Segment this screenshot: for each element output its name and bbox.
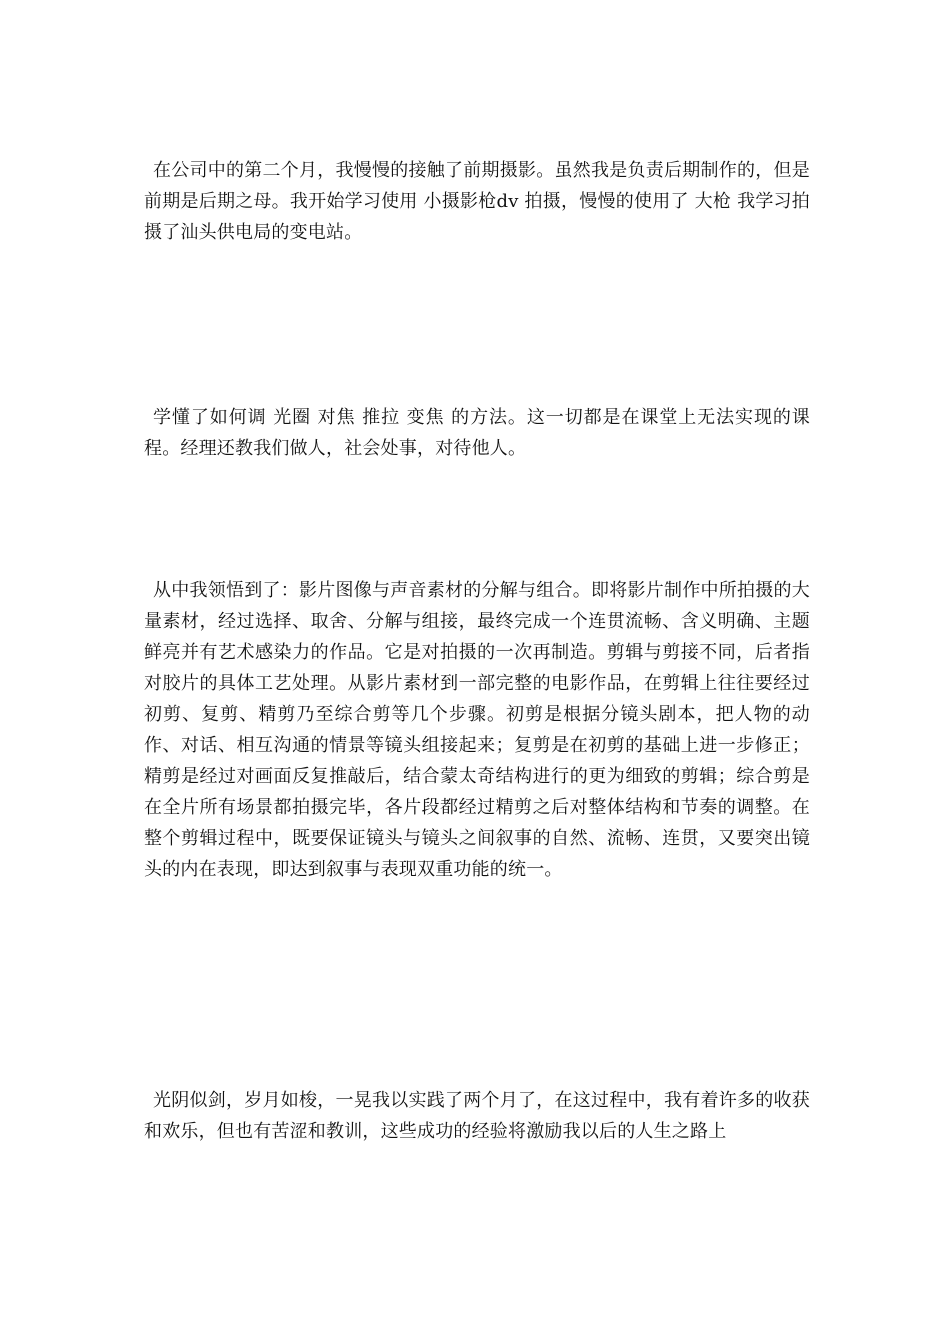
- paragraph-camera-skills: 学懂了如何调 光圈 对焦 推拉 变焦 的方法。这一切都是在课堂上无法实现的课程。经理还教我们做人，社会处事，对待他人。: [144, 407, 810, 459]
- paragraph-editing-insights: 从中我领悟到了：影片图像与声音素材的分解与组合。即将影片制作中所拍摄的大量素材，经过选择、取舍、分解与组接，最终完成一个连贯流畅、含义明确、主题鲜亮并有艺术感染力的作品。它是对拍摄的一次再制造。剪辑与剪接不同，后者指对胶片的具体工艺处理。从影片素材到一部完整的电影作品，在剪辑上往往要经过初剪、复剪、精剪乃至综合剪等几个步骤。初剪是根据分镜头剧本，把人物的动作、对话、相互沟通的情景等镜头组接起来；复剪是在初剪的基础上进一步修正；精剪是经过对画面反复推敲后，结合蒙太奇结构进行的更为细致的剪辑；综合剪是在全片所有场景都拍摄完毕，各片段都经过精剪之后对整体结构和节奏的调整。在整个剪辑过程中，既要保证镜头与镜头之间叙事的自然、流畅、连贯，又要突出镜头的内在表现，即达到叙事与表现双重功能的统一。: [144, 580, 810, 880]
- paragraph-front-photography: 在公司中的第二个月，我慢慢的接触了前期摄影。虽然我是负责后期制作的，但是前期是后期之母。我开始学习使用 小摄影枪dv 拍摄，慢慢的使用了 大枪 我学习拍摄了汕头供电局的变电站。: [144, 160, 810, 243]
- paragraph-reflection: 光阴似剑，岁月如梭，一晃我以实践了两个月了，在这过程中，我有着许多的收获和欢乐，但也有苦涩和教训，这些成功的经验将激励我以后的人生之路上: [144, 1090, 810, 1142]
